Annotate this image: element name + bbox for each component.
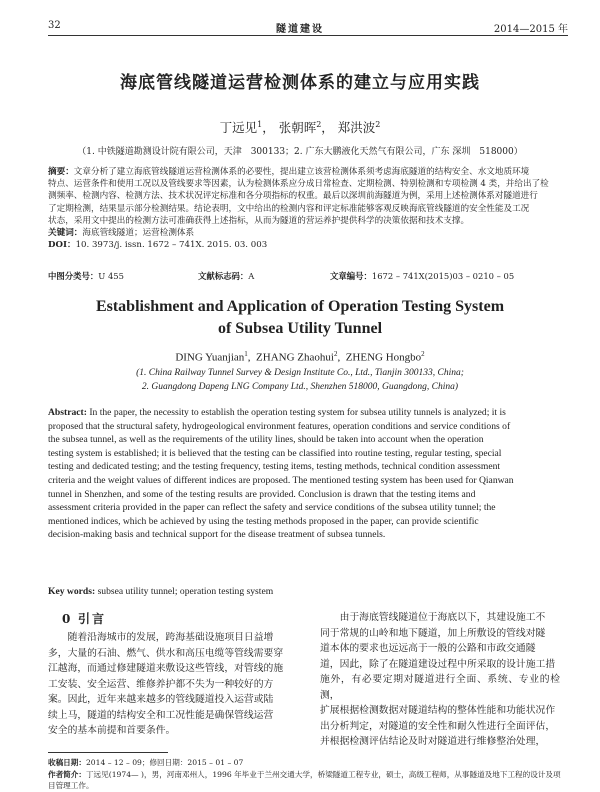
abstract-en-line-10: decision-making basis and technical support for the disease treatment of subsea tunnels. (48, 529, 386, 541)
left-line-1: 随着沿海城市的发展，跨海基础设施项目日益增 (48, 632, 274, 643)
received-label: 收稿日期： (48, 758, 86, 767)
abstract-cn (48, 166, 568, 251)
doc-code-text: A (248, 271, 255, 281)
abstract-cn-line-2: 特点、运营条件和使用工况以及管线要求等因素，认为检测体系应分成日常检查、定期检测、特别检测和专项检测 4 类，并给出了检 (48, 179, 549, 190)
author-bio-text: 丁远见(1974— )，男，河南邓州人，1996 年毕业于兰州交通大学，桥梁隧道工程专业，硕士，高级工程师，从事隧道及地下工程的设计及项 (85, 770, 561, 779)
abstract-en-line-7: tunnel in Shenzhen, and some of the testing results are provided. Conclusion is drawn that the testing items and (48, 488, 476, 500)
doc-code-label: 文献标志码： (198, 271, 249, 281)
abstract-cn-label: 摘要： (48, 167, 74, 177)
keywords-cn-text: 海底管线隧道；运营检测体系 (82, 228, 195, 239)
left-line-2: 多，大量的石油、燃气、供水和高压电缆等管线需要穿 (48, 647, 284, 659)
author-3: 郑洪波 (337, 120, 376, 135)
affiliation-en-1: (1. China Railway Tunnel Survey & Design Institute Co., Ltd., Tianjin 300133, China; (136, 368, 464, 378)
abstract-en (48, 406, 568, 542)
author-2: 张朝晖 (278, 120, 317, 135)
keywords-cn (48, 227, 568, 239)
article-no-label: 文章编号： (330, 271, 372, 281)
section-title: 引言 (78, 612, 107, 626)
abstract-cn-line-4: 了定期检测，结果显示部分检测结果。结论表明，文中给出的检测内容和评定标准能够客观反映海底管线隧道的安全性能及工况 (48, 203, 530, 214)
doi (48, 239, 568, 251)
right-line-7: 出分析判定，对隧道的安全性和耐久性进行全面评估， (320, 720, 556, 732)
authors-cn: 丁远见$^1$， 张朝晖$^2$， 郑洪波$^2$ (219, 119, 381, 135)
author-1: 丁远见 (219, 120, 258, 135)
keywords-en-label: Key words: (48, 586, 96, 597)
doc-code (198, 270, 254, 282)
author-en-1: DING Yuanjian (175, 351, 245, 364)
footnote-author-cont: 目管理工作。 (48, 781, 94, 790)
doi-text: 10. 3973/j. issn. 1672 – 741X. 2015. 03. 003 (75, 240, 268, 251)
footnote-received (48, 757, 243, 768)
keywords-cn-label: 关键词： (48, 228, 83, 239)
left-line-6: 续上马，隧道的结构安全和工况性能是确保管线运营 (48, 709, 274, 721)
right-column (320, 610, 560, 750)
keywords-en (48, 586, 273, 597)
abstract-en-text: In the paper, the necessity to establish the operation testing system for subsea utility tunnels is analyzed; it is (89, 407, 506, 418)
right-line-8: 并根据检测评估结论及时对隧道进行维修整治处理， (320, 736, 546, 747)
article-no-text: 1672 – 741X(2015)03 – 0210 – 05 (371, 271, 515, 281)
right-line-2: 同于常规的山岭和地下隧道，加上所敷设的管线对隧 (320, 627, 546, 639)
abstract-en-line-9: mentioned indices, which be achieved by using the testing methods proposed in the paper, can provide scientific (48, 515, 479, 527)
right-line-3: 道本体的要求也远远高于一般的公路和市政交通隧 (320, 643, 536, 654)
footnote-author (48, 769, 578, 780)
author-1-sup: 1 (257, 119, 263, 129)
header-rule (48, 35, 568, 36)
abstract-cn-line-3: 测频率、检测内容、检测方法、技术状况评定标准和各分项指标的权重。最后以深圳前海隧道为例，采用上述检测体系对隧道进行 (48, 191, 538, 202)
article-no (330, 270, 514, 282)
year-issue: 2014—2015 年 (493, 24, 568, 35)
section-heading (62, 610, 106, 627)
abstract-en-line-2: proposed that the structural safety, hydrogeological environment features, operation conditions and service conditions of (48, 420, 511, 432)
affiliation-en-2: 2. Guangdong Dapeng LNG Company Ltd., Shenzhen 518000, Guangdong, China) (141, 382, 459, 392)
doi-label: DOI： (48, 240, 76, 251)
abstract-en-label: Abstract: (48, 407, 87, 418)
keywords-en-text: subsea utility tunnel; operation testing system (97, 586, 274, 597)
abstract-en-line-4: testing system is established; it is believed that the testing can be classified into routine testing, regular testing, special (48, 447, 502, 459)
affiliation-cn: （1. 中铁隧道勘测设计院有限公司，天津 300133；2. 广东大鹏液化天然气有限公司，广东 深圳 518000） (77, 147, 523, 157)
abstract-en-line-1 (48, 406, 568, 420)
received-text: 2014 – 12 – 09；修回日期：2015 – 01 – 07 (85, 758, 244, 767)
page-title-cn: 海底管线隧道运营检测体系的建立与应用实践 (120, 73, 480, 93)
author-en-1-sup: 1 (244, 350, 248, 358)
abstract-cn-text: 文章分析了建立海底管线隧道运营检测体系的必要性，提出建立该营检测体系须考虑海底隧道的结构安全、水文地质环境 (73, 167, 530, 177)
abstract-cn-line-1 (48, 166, 568, 178)
right-line-1: 由于海底管线隧道位于海底以下，其建设施工不 (320, 612, 546, 623)
author-en-2-sup: 2 (333, 350, 338, 358)
class-no-label: 中图分类号： (48, 271, 99, 281)
page-number: 32 (48, 20, 61, 31)
abstract-cn-line-5: 状态，采用文中提出的检测方法可准确获得上述指标，从而为隧道的营运养护提供科学的决策依据和技术支撑。 (48, 215, 470, 226)
left-line-5: 案。因此，近年来越来越多的管线隧道投入运营或陆 (48, 694, 274, 705)
right-line-4: 道，因此，除了在隧道建设过程中所采取的设计施工措 (320, 658, 556, 670)
right-line-6: 扩展根据检测数据对隧道结构的整体性能和功能状况作 (320, 705, 556, 716)
class-no (48, 270, 124, 282)
class-no-text: U 455 (98, 271, 124, 281)
left-line-7: 安全的基本前提和首要条件。 (48, 725, 176, 736)
left-column (48, 630, 288, 739)
author-2-sup: 2 (316, 119, 322, 129)
authors-en: DING Yuanjian$^1$, ZHANG Zhaohui$^2$, ZHENG Hongbo$^2$ (175, 350, 425, 364)
author-en-2: ZHANG Zhaohui (256, 351, 334, 364)
abstract-en-line-6: criteria and the weight values of different indices are proposed. The mentioned testing system has been used for Qianwan (48, 474, 514, 486)
footnote-rule (48, 752, 168, 753)
section-number: 0 (62, 612, 71, 626)
right-line-5: 施外，有必要定期对隧道进行全面、系统、专业的检测， (320, 674, 560, 701)
page-title-en-line-1: Establishment and Application of Operation Testing System (95, 298, 505, 315)
author-3-sup: 2 (375, 119, 381, 129)
abstract-en-line-3: the subsea tunnel, as well as the requirements of the utility lines, should be taken into account when the operation (48, 434, 484, 446)
left-line-3: 江越海，而通过修建隧道来敷设这些管线，对管线的施 (48, 663, 284, 674)
abstract-en-line-8: assessment criteria provided in the paper can reflect the safety and service conditions of the subsea utility tunnel; the (48, 502, 496, 514)
journal-name: 隧道建设 (276, 24, 324, 35)
abstract-en-line-5: testing and dedicated testing; and the testing frequency, testing items, testing methods, technical condition assessment (48, 461, 501, 473)
page-title-en-line-2: of Subsea Utility Tunnel (217, 320, 383, 337)
author-en-3-sup: 2 (421, 350, 425, 358)
left-line-4: 工安装、安全运营、维修养护都不失为一种较好的方 (48, 678, 274, 690)
author-bio-label: 作者简介： (48, 770, 86, 779)
author-en-3: ZHENG Hongbo (345, 351, 422, 364)
